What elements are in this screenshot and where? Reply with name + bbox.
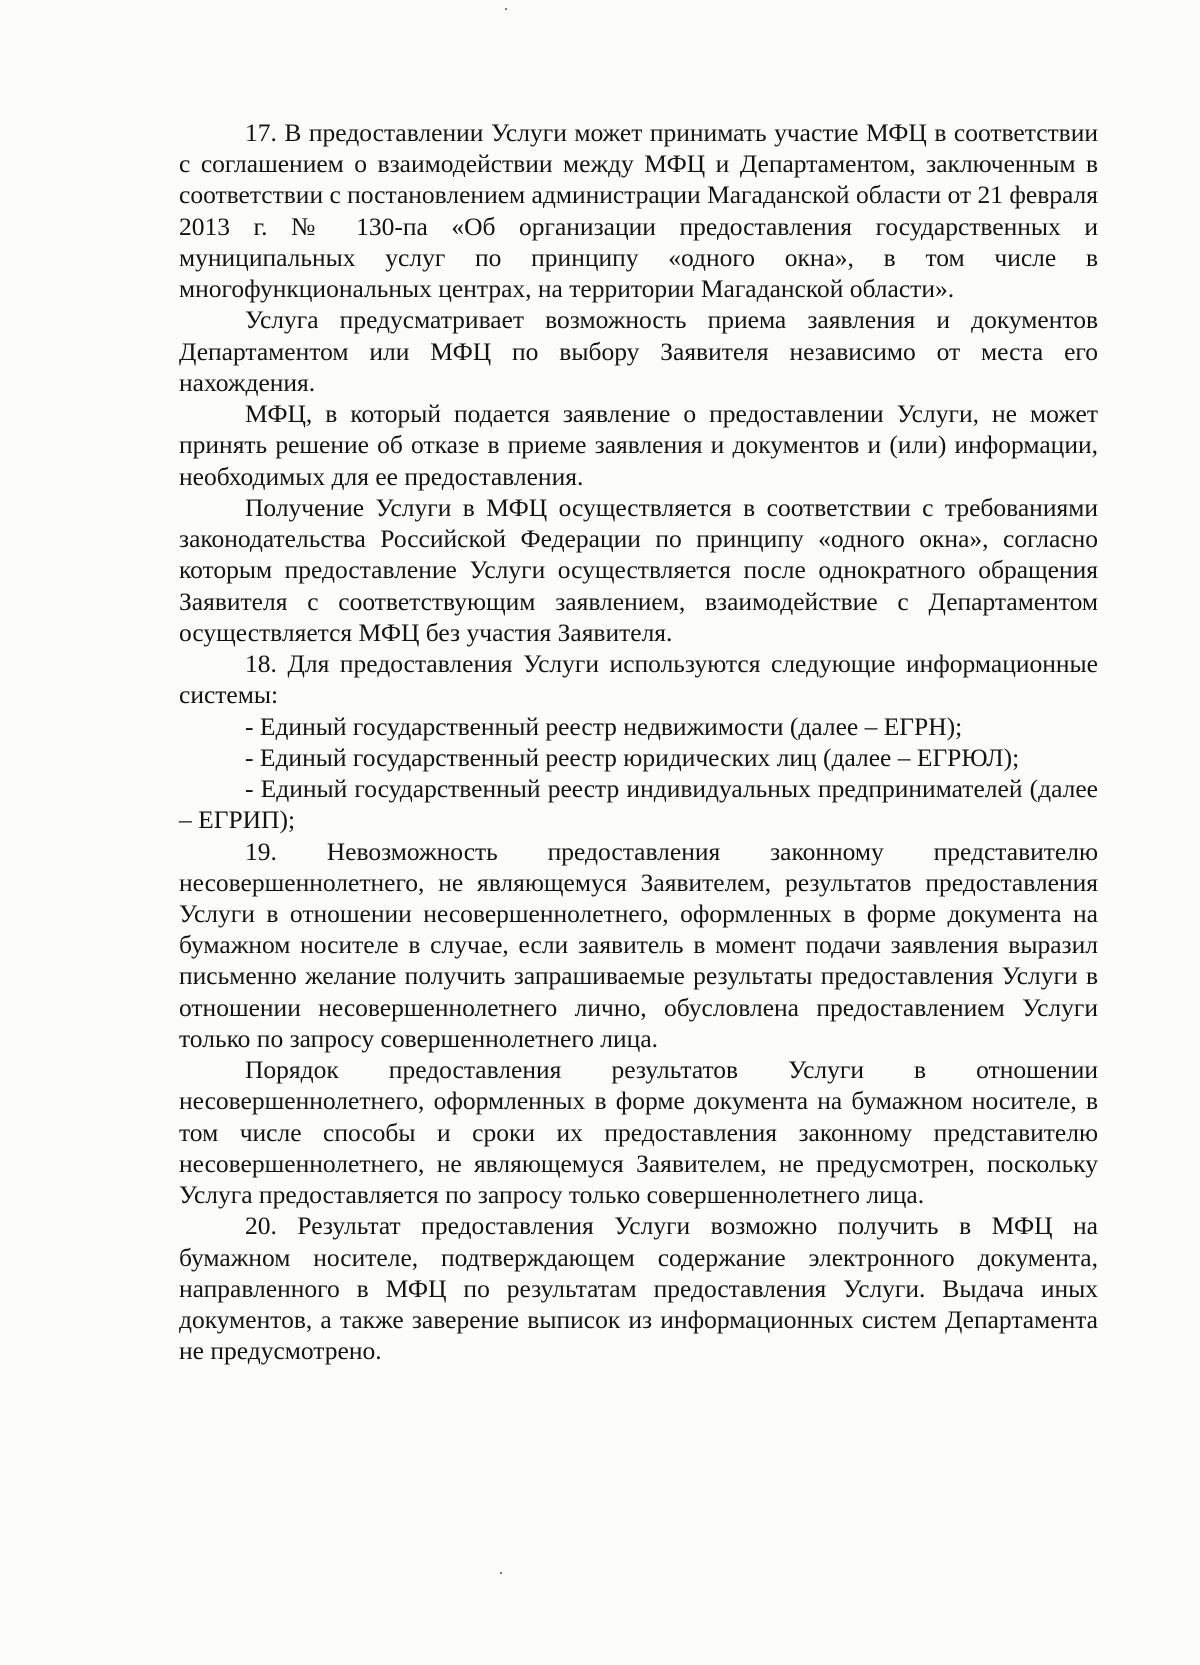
- paragraph-item-19: 19. Невозможность предоставления законному представителю несовершеннолетнего, не являющемуся Заявителем, результатов предоставления Услуги в отношении несовершеннолетнего, оформленных в форме документа на бумажном носителе в случае, если заявитель в момент подачи заявления выразил письменно желание получить запрашиваемые результаты предоставления Услуги в отношении несовершеннолетнего лично, обусловлена предоставлением Услуги только по запросу совершеннолетнего лица.: [179, 836, 1098, 1053]
- paragraph-item-18: 18. Для предоставления Услуги используются следующие информационные системы:: [179, 649, 1098, 710]
- paragraph: МФЦ, в который подается заявление о предоставлении Услуги, не может принять решение об отказе в приеме заявления и документов и (или) информации, необходимых для ее предоставления.: [179, 399, 1098, 491]
- paragraph: Получение Услуги в МФЦ осуществляется в соответствии с требованиями законодательства Российской Федерации по принципу «одного окна», согласно которым предоставление Услуги осуществляется после однократного обращения Заявителя с соответствующим заявлением, взаимодействие с Департаментом осуществляется МФЦ без участия Заявителя.: [179, 493, 1098, 647]
- paragraph: Услуга предусматривает возможность приема заявления и документов Департаментом или МФЦ по выбору Заявителя независимо от места его нахождения.: [179, 305, 1098, 397]
- list-item: - Единый государственный реестр индивидуальных предпринимателей (далее – ЕГРИП);: [179, 774, 1098, 835]
- paragraph-item-17: 17. В предоставлении Услуги может принимать участие МФЦ в соответствии с соглашением о взаимодействии между МФЦ и Департаментом, заключенным в соответствии с постановлением администрации Магаданской области от 21 февраля 2013 г. № 130-па «Об организации предоставления государственных и муниципальных услуг по принципу «одного окна», в том числе в многофункциональных центрах, на территории Магаданской области».: [179, 118, 1099, 304]
- list-item: - Единый государственный реестр юридических лиц (далее – ЕГРЮЛ);: [245, 743, 1020, 772]
- paragraph-item-20: 20. Результат предоставления Услуги возможно получить в МФЦ на бумажном носителе, подтверждающем содержание электронного документа, направленного в МФЦ по результатам предоставления Услуги. Выдача иных документов, а также заверение выписок из информационных систем Департамента не предусмотрено.: [179, 1211, 1098, 1366]
- paragraph: Порядок предоставления результатов Услуги в отношении несовершеннолетнего, оформленных в форме документа на бумажном носителе, в том числе способы и сроки их предоставления законному представителю несовершеннолетнего, не являющемуся Заявителем, не предусмотрен, поскольку Услуга предоставляется по запросу только совершеннолетнего лица.: [179, 1055, 1098, 1210]
- scan-speck: [500, 1572, 502, 1574]
- scan-speck: [505, 8, 507, 10]
- list-item: - Единый государственный реестр недвижимости (далее – ЕГРН);: [245, 711, 963, 741]
